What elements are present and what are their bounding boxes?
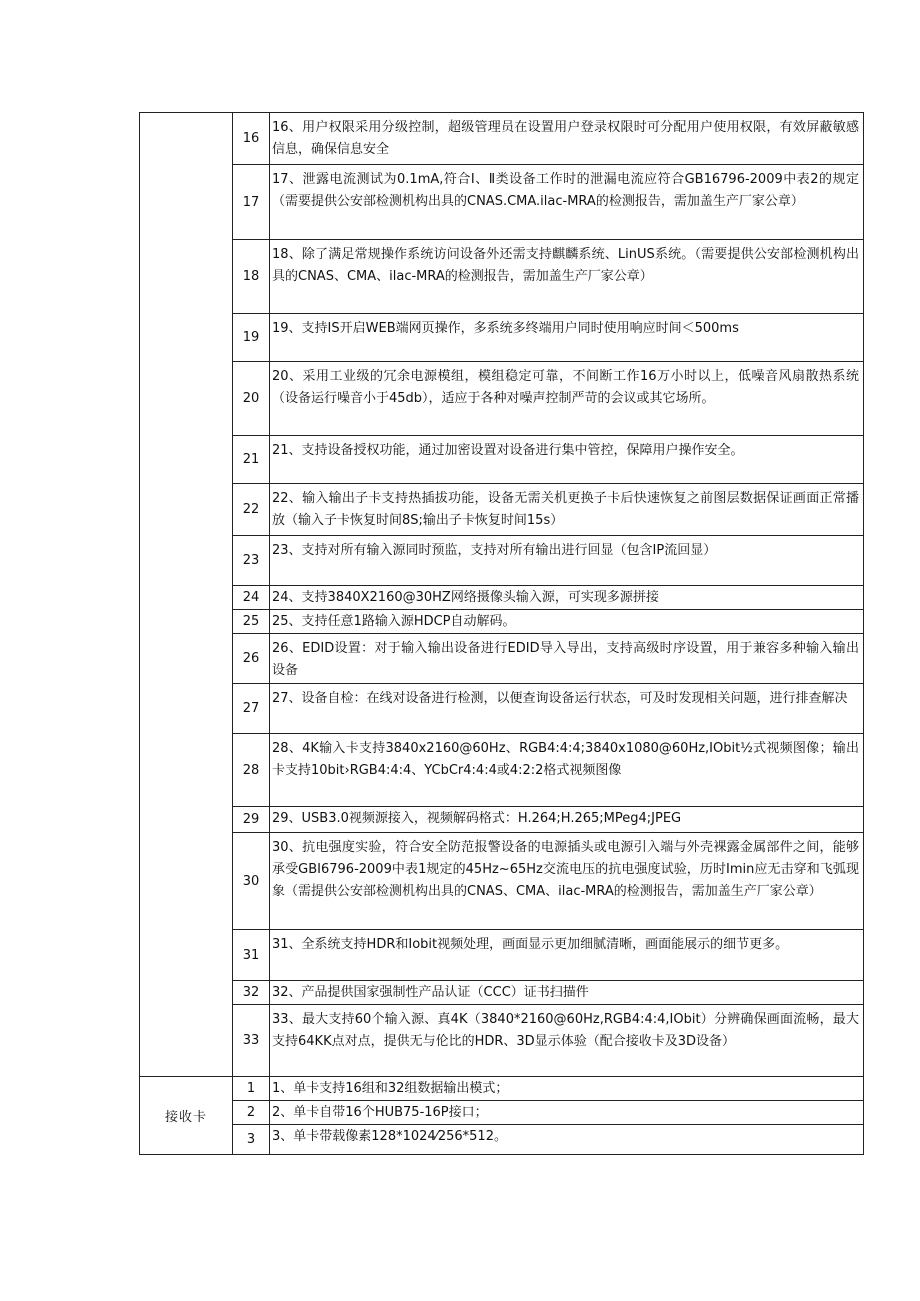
row-number: 21 [233, 436, 270, 484]
row-number: 20 [233, 362, 270, 436]
row-number: 30 [233, 833, 270, 930]
row-description: 20、采用工业级的冗余电源模组，模组稳定可靠，不间断工作16万小时以上，低噪音风扇散热系统（设备运行噪音小于45db），适应于各种对噪声控制严苛的会议或其它场所。 [270, 362, 864, 436]
table-row [140, 240, 864, 314]
row-number: 26 [233, 634, 270, 684]
table-row [140, 833, 864, 930]
row-number: 1 [233, 1077, 270, 1101]
row-description: 30、抗电强度实验，符合安全防范报警设备的电源插头或电源引入端与外壳裸露金属部件之间，能够承受GBI6796-2009中表1规定的45Hz~65Hz交流电压的抗电强度试验，历时Imin应无击穿和飞弧现象（需提供公安部检测机构出具的CNAS、CMA、ilac-MRA的检测报告，需加盖生产厂家公章） [270, 833, 864, 930]
row-number: 22 [233, 484, 270, 536]
table-row [140, 586, 864, 610]
row-description: 17、泄露电流测试为0.1mA,符合Ⅰ、Ⅱ类设备工作时的泄漏电流应符合GB16796-2009中表2的规定（需要提供公安部检测机构出具的CNAS.CMA.ilac-MRA的检测报告，需加盖生产厂家公章） [270, 165, 864, 240]
row-number: 16 [233, 113, 270, 165]
table-row [140, 684, 864, 734]
table-row [140, 1077, 864, 1101]
row-number: 3 [233, 1125, 270, 1155]
table-row [140, 1125, 864, 1155]
table-row [140, 484, 864, 536]
category-cell-blank [140, 113, 233, 1077]
row-description: 22、输入输出子卡支持热插拔功能，设备无需关机更换子卡后快速恢复之前图层数据保证画面正常播放（输入子卡恢复时间8S;输出子卡恢复时间15s） [270, 484, 864, 536]
row-number: 2 [233, 1101, 270, 1125]
table-row [140, 734, 864, 807]
row-description: 28、4K输入卡支持3840x2160@60Hz、RGB4:4:4;3840x1080@60Hz,IObit½式视频图像；输出卡支持10bit›RGB4:4:4、YCbCr4:4:4或4:2:2格式视频图像 [270, 734, 864, 807]
table-row [140, 610, 864, 634]
row-description: 21、支持设备授权功能，通过加密设置对设备进行集中管控，保障用户操作安全。 [270, 436, 864, 484]
row-description: 19、支持IS开启WEB端网页操作，多系统多终端用户同时使用响应时间＜500ms [270, 314, 864, 362]
row-number: 33 [233, 1005, 270, 1077]
table-row [140, 1101, 864, 1125]
row-description: 24、支持3840X2160@30HZ网络摄像头输入源，可实现多源拼接 [270, 586, 864, 610]
row-description: 31、全系统支持HDR和Iobit视频处理，画面显示更加细腻清晰，画面能展示的细节更多。 [270, 930, 864, 981]
table-row [140, 807, 864, 833]
row-number: 18 [233, 240, 270, 314]
table-row [140, 981, 864, 1005]
table-row [140, 165, 864, 240]
row-number: 31 [233, 930, 270, 981]
table-row [140, 436, 864, 484]
row-number: 23 [233, 536, 270, 586]
table-row [140, 930, 864, 981]
row-description: 26、EDID设置：对于输入输出设备进行EDID导入导出，支持高级时序设置，用于兼容多种输入输出设备 [270, 634, 864, 684]
row-number: 24 [233, 586, 270, 610]
row-description: 25、支持任意1路输入源HDCP自动解码。 [270, 610, 864, 634]
row-description: 23、支持对所有输入源同时预监，支持对所有输出进行回显（包含IP流回显） [270, 536, 864, 586]
table-row [140, 536, 864, 586]
row-number: 28 [233, 734, 270, 807]
category-label: 接收卡 [140, 1077, 233, 1155]
row-description: 27、设备自检：在线对设备进行检测，以便查询设备运行状态，可及时发现相关问题，进行排查解决 [270, 684, 864, 734]
row-description: 32、产品提供国家强制性产品认证（CCC）证书扫描件 [270, 981, 864, 1005]
row-number: 25 [233, 610, 270, 634]
row-description: 16、用户权限采用分级控制，超级管理员在设置用户登录权限时可分配用户使用权限，有效屏蔽敏感信息，确保信息安全 [270, 113, 864, 165]
row-number: 27 [233, 684, 270, 734]
row-number: 29 [233, 807, 270, 833]
table-row [140, 634, 864, 684]
table-row [140, 314, 864, 362]
row-number: 17 [233, 165, 270, 240]
row-description: 2、单卡自带16个HUB75-16P接口； [270, 1101, 864, 1125]
table-row [140, 362, 864, 436]
row-number: 32 [233, 981, 270, 1005]
row-description: 3、单卡带载像素128*1024⁄256*512。 [270, 1125, 864, 1155]
row-number: 19 [233, 314, 270, 362]
row-description: 1、单卡支持16组和32组数据输出模式； [270, 1077, 864, 1101]
table-row [140, 1005, 864, 1077]
row-description: 33、最大支持60个输入源、真4K（3840*2160@60Hz,RGB4:4:4,IObit）分辨确保画面流畅，最大支持64KK点对点，提供无与伦比的HDR、3D显示体验（配合接收卡及3D设备） [270, 1005, 864, 1077]
row-description: 18、除了满足常规操作系统访问设备外还需支持麒麟系统、LinUS系统。（需要提供公安部检测机构出具的CNAS、CMA、ilac-MRA的检测报告，需加盖生产厂家公章） [270, 240, 864, 314]
row-description: 29、USB3.0视频源接入，视频解码格式：H.264;H.265;MPeg4;JPEG [270, 807, 864, 833]
spec-table [139, 112, 864, 1155]
table-row [140, 113, 864, 165]
